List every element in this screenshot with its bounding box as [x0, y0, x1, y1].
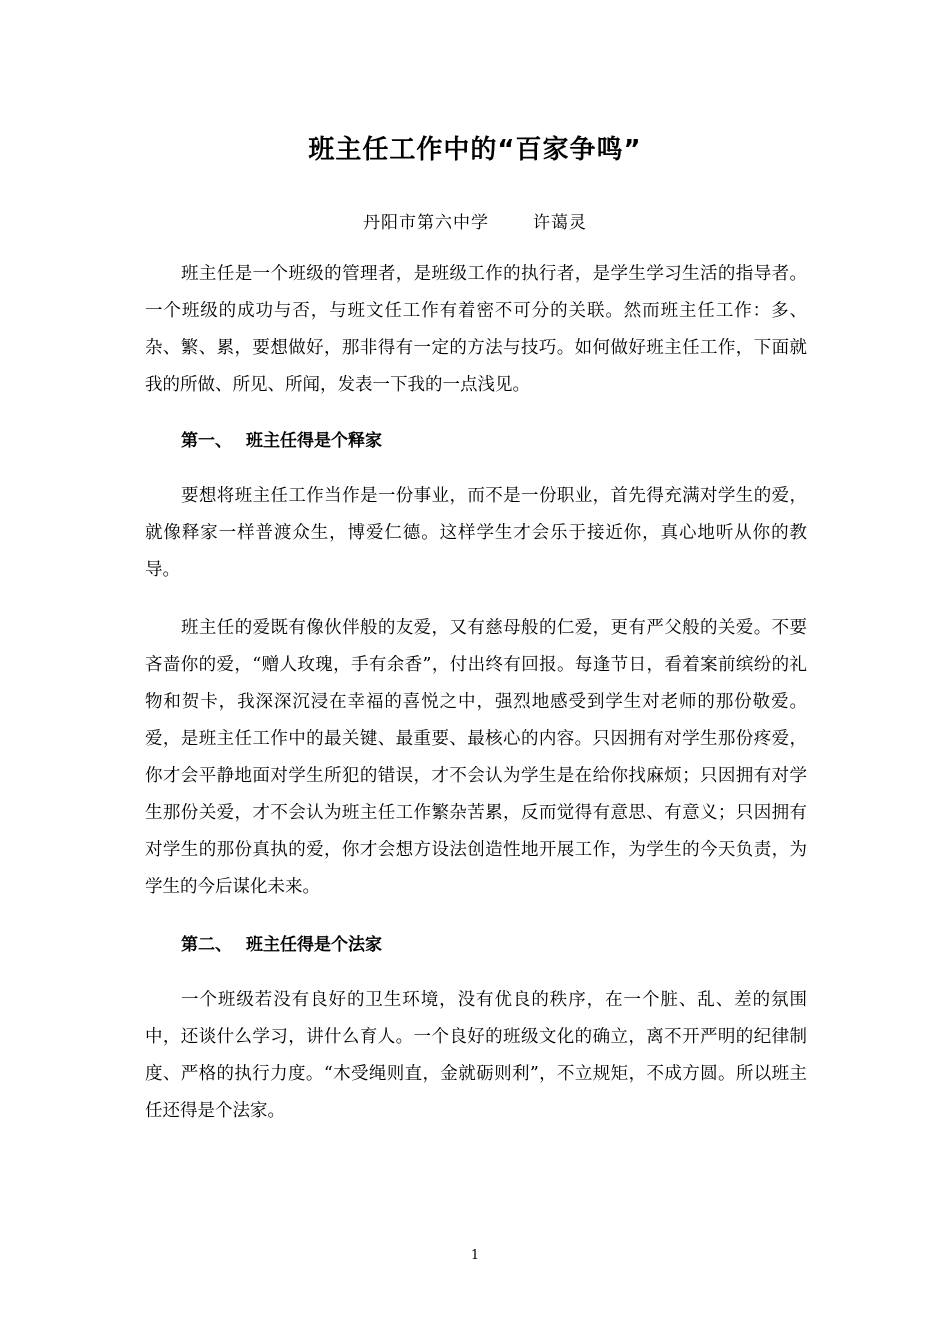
section-2-paragraph-1: 一个班级若没有良好的卫生环境，没有优良的秩序，在一个脏、乱、差的氛围中，还谈什么学习，讲什么育人。一个良好的班级文化的确立，离不开严明的纪律制度、严格的执行力度。“木受绳则直，金就砺则利”，不立规矩，不成方圆。所以班主任还得是个法家。 [145, 990, 807, 1121]
page-number: 1 [470, 1248, 480, 1263]
section-2-heading [181, 930, 382, 960]
intro-paragraph: 班主任是一个班级的管理者，是班级工作的执行者，是学生学习生活的指导者。一个班级的成功与否，与班文任工作有着密不可分的关联。然而班主任工作：多、杂、繁、累，要想做好，那非得有一定的方法与技巧。如何做好班主任工作，下面就我的所做、所见、所闻，发表一下我的一点浅见。 [145, 264, 807, 395]
section-2-title: 班主任得是个法家 [246, 935, 382, 955]
byline-author: 许蔼灵 [533, 213, 587, 233]
byline-school: 丹阳市第六中学 [363, 213, 489, 233]
section-2-number: 第二、 [181, 935, 232, 955]
section-1-paragraph-1: 要想将班主任工作当作是一份事业，而不是一份职业，首先得充满对学生的爱，就像释家一样普渡众生，博爱仁德。这样学生才会乐于接近你，真心地听从你的教导。 [145, 486, 807, 580]
document-title: 班主任工作中的“百家争鸣” [308, 135, 642, 165]
section-1-heading [181, 426, 382, 456]
byline [0, 208, 950, 238]
section-1-title: 班主任得是个释家 [246, 431, 382, 451]
section-1-paragraph-2: 班主任的爱既有像伙伴般的友爱，又有慈母般的仁爱，更有严父般的关爱。不要吝啬你的爱，“赠人玫瑰，手有余香”，付出终有回报。每逢节日，看着案前缤纷的礼物和贺卡，我深深沉浸在幸福的喜悦之中，强烈地感受到学生对老师的那份敬爱。爱，是班主任工作中的最关键、最重要、最核心的内容。只因拥有对学生那份疼爱，你才会平静地面对学生所犯的错误，才不会认为学生是在给你找麻烦；只因拥有对学生那份关爱，才不会认为班主任工作繁杂苦累，反而觉得有意思、有意义；只因拥有对学生的那份真执的爱，你才会想方设法创造性地开展工作，为学生的今天负责，为学生的今后谋化未来。 [145, 618, 807, 897]
section-1-number: 第一、 [181, 431, 232, 451]
